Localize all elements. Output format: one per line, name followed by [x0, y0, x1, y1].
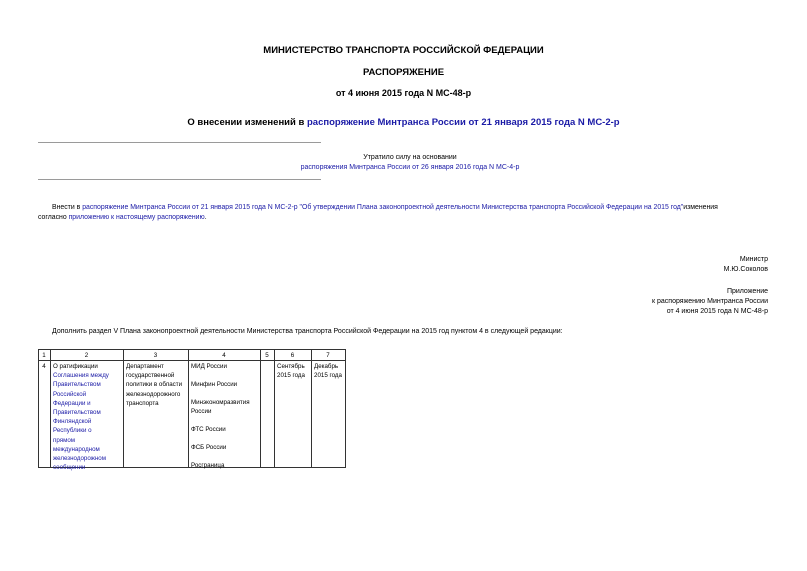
table-header-cell: 3	[153, 352, 158, 359]
title-prefix: О внесении изменений в	[187, 117, 307, 128]
p1-link-appendix[interactable]: приложению к настоящему распоряжению	[68, 214, 205, 221]
document-date-number: от 4 июня 2015 года N МС-48-р	[335, 88, 472, 98]
plan-table	[38, 349, 346, 472]
body-paragraph-line2	[38, 213, 773, 223]
document-title	[0, 117, 807, 128]
subject-prefix: О ратификации	[53, 363, 98, 370]
table-cell-agencies	[191, 362, 259, 470]
table-header-cell: 5	[265, 352, 269, 359]
table-col-line	[123, 349, 124, 468]
appendix-line3: от 4 июня 2015 года N МС-48-р	[666, 308, 768, 315]
p1-prefix: Внести в	[52, 204, 83, 211]
table-header-cell: 2	[84, 352, 89, 359]
p1-l2-prefix: согласно	[38, 214, 69, 221]
document-type: РАСПОРЯЖЕНИЕ	[362, 67, 445, 78]
agency-item: ФСБ России	[191, 444, 227, 451]
table-col-line	[188, 349, 189, 468]
divider-top	[38, 142, 321, 143]
table-cell-number: 4	[42, 363, 46, 370]
signature-name: М.Ю.Соколов	[723, 266, 768, 273]
agency-item: ФТС России	[191, 426, 226, 433]
signature-position: Министр	[739, 256, 768, 263]
table-header-cell: 7	[326, 352, 330, 359]
table-col-line	[260, 349, 261, 468]
table-cell-subject	[53, 362, 111, 472]
p1-end: .	[204, 214, 207, 221]
table-col-line	[274, 349, 275, 468]
agency-item: Минфин России	[191, 381, 238, 388]
subject-link[interactable]: Соглашения между Правительством Российской Федерации и Правительством Финляндской Республики о прямом международном железнодорожном сообщении	[53, 372, 109, 472]
ministry-heading: МИНИСТЕРСТВО ТРАНСПОРТА РОССИЙСКОЙ ФЕДЕРАЦИИ	[263, 45, 544, 56]
appendix-title: Приложение	[726, 288, 768, 295]
p1-link-order[interactable]: распоряжение Минтранса России от 21 января 2015 года N МС-2-р "Об утверждении Плана законопроектной деятельности Министерства транспорта Российской Федерации на 2015 год"	[82, 204, 684, 211]
table-header-cell: 6	[290, 352, 295, 359]
table-col-line	[50, 349, 51, 468]
table-col-line	[345, 349, 346, 468]
table-cell-start: Сентябрь 2015 года	[277, 363, 305, 380]
table-header-cell: 1	[42, 352, 46, 359]
agency-item: МИД России	[191, 363, 227, 370]
table-intro: Дополнить раздел V Плана законопроектной деятельности Министерства транспорта Российской Федерации на 2015 год пунктом 4 в следующей редакции:	[52, 328, 563, 335]
agency-item: Росграница	[191, 462, 225, 469]
divider-bottom	[38, 179, 321, 180]
appendix-line2: к распоряжению Минтранса России	[651, 298, 768, 305]
table-cell-end: Декабрь 2015 года	[314, 363, 342, 380]
status-link[interactable]: распоряжения Минтранса России от 26 января 2016 года N МС-4-р	[300, 164, 520, 171]
status-text: Утратило силу на основании	[363, 154, 457, 161]
title-link[interactable]: распоряжение Минтранса России от 21 января 2015 года N МС-2-р	[306, 117, 620, 128]
body-paragraph-line1	[38, 203, 773, 213]
table-col-line	[311, 349, 312, 468]
p1-mid: изменения	[683, 204, 718, 211]
agency-item: Минэкономразвития России	[191, 399, 250, 416]
table-border-top	[38, 349, 346, 350]
table-header-cell: 4	[222, 352, 226, 359]
table-cell-department: Департамент государственной политики в области железнодорожного транспорта	[126, 363, 183, 407]
